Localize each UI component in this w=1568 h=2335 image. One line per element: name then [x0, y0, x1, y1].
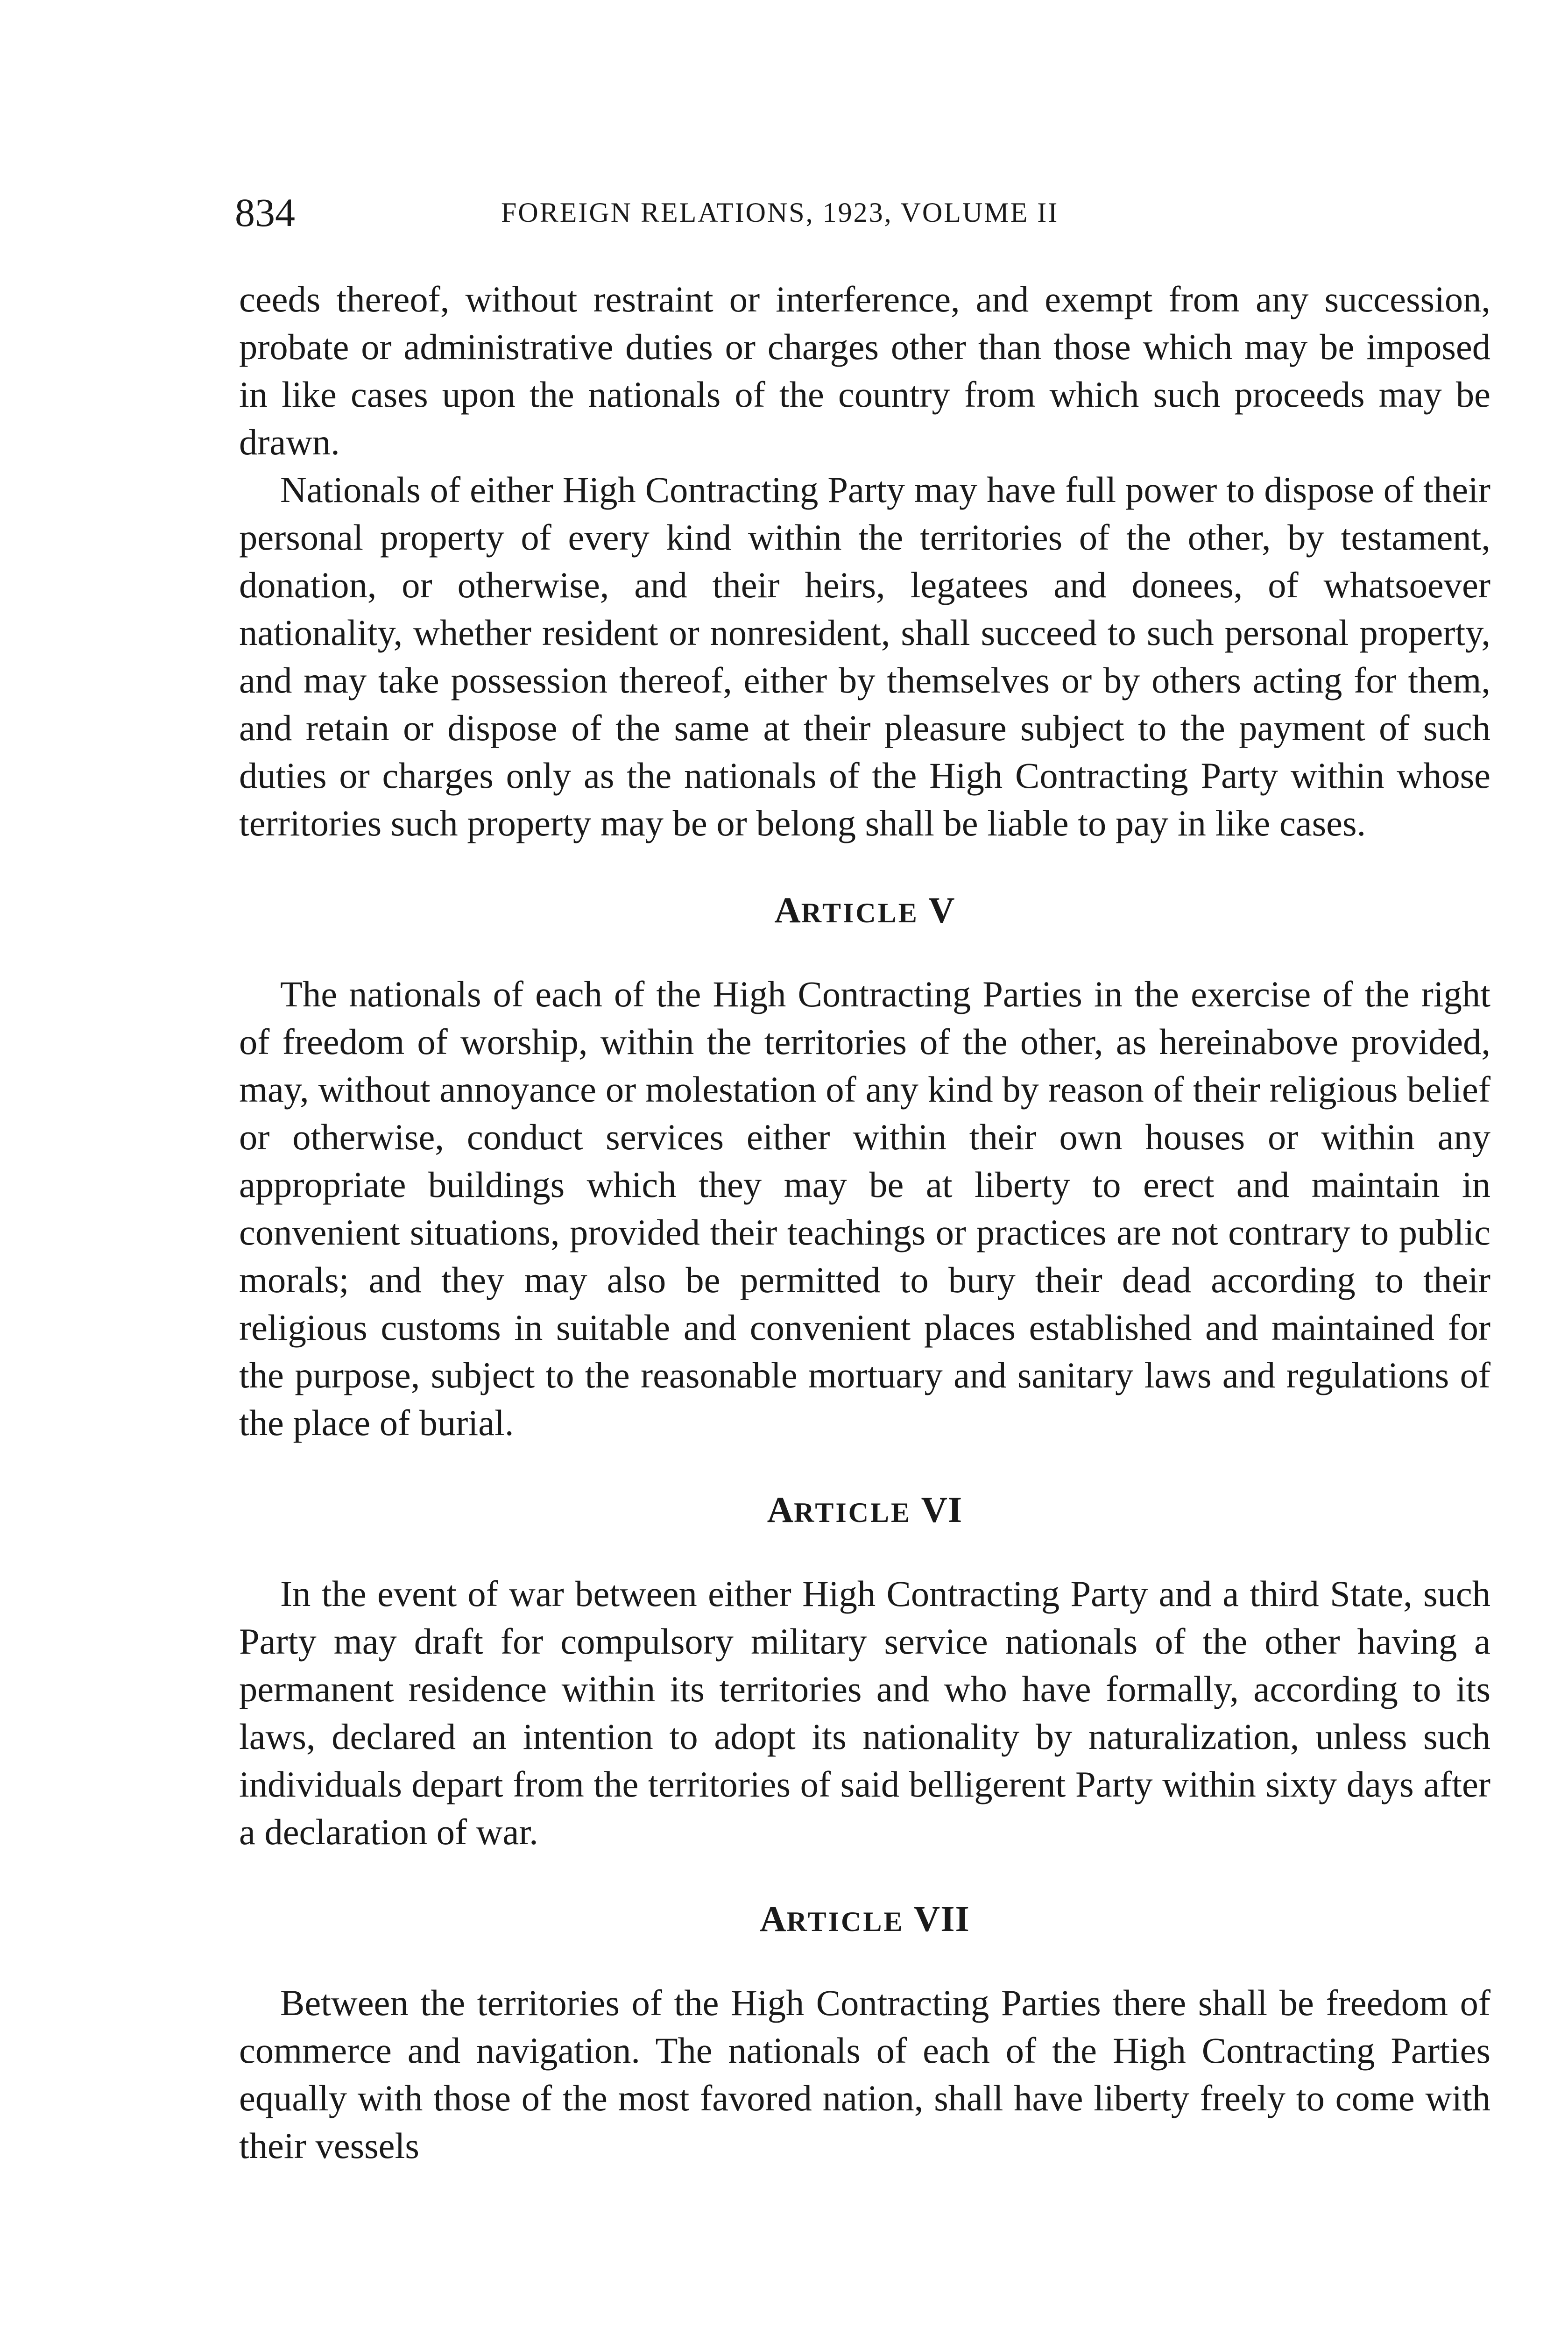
page-header	[235, 184, 1496, 241]
running-head: FOREIGN RELATIONS, 1923, VOLUME II	[501, 197, 1059, 228]
article-7-heading-word: RTICLE	[786, 1906, 904, 1937]
continuation-paragraph: ceeds thereof, without restraint or interference, and exempt from any succession, probate or administrative duties or charges other than those which may be imposed in like cases upon the nationals of the country from which such proceeds may be drawn.	[239, 279, 1490, 462]
article-6-text: In the event of war between either High Contracting Party and a third State, such Party may draft for compulsory military service nationals of the other having a permanent residence within its territories and who have formally, according to its laws, declared an intention to adopt its nationality by naturalization, unless such individuals depart from the territories of said belligerent Party within sixty days after a declaration of war.	[239, 1573, 1490, 1852]
article-7-heading	[239, 1856, 1490, 1979]
article-6-heading-initial: A	[767, 1489, 794, 1530]
article-5-heading-initial: A	[774, 890, 801, 930]
page-number: 834	[235, 190, 295, 235]
article-5-text: The nationals of each of the High Contracting Parties in the exercise of the right of freedom of worship, within the territories of the other, as hereinabove provided, may, without annoyance or molestation of any kind by reason of their religious belief or otherwise, conduct services either within their own houses or within any appropriate buildings which they may be at liberty to erect and maintain in convenient situations, provided their teachings or practices are not contrary to public morals; and they may also be permitted to bury their dead according to their religious customs in suitable and convenient places established and maintained for the purpose, subject to the reasonable mortuary and sanitary laws and regulations of the place of burial.	[239, 974, 1490, 1443]
article-5-heading-word: RTICLE	[801, 898, 919, 928]
article-7-heading-initial: A	[760, 1898, 787, 1939]
article-7-text: Between the territories of the High Contracting Parties there shall be freedom of commerce and navigation. The nationals of each of the High Contracting Parties equally with those of the most favored nation, shall have liberty freely to come with their vessels	[239, 1982, 1490, 2166]
article-6-heading	[239, 1447, 1490, 1570]
article-6-heading-word: RTICLE	[794, 1497, 912, 1528]
article-5-heading	[239, 847, 1490, 970]
article-6-numeral: VI	[921, 1489, 963, 1530]
personal-property-paragraph: Nationals of either High Contracting Party may have full power to dispose of their personal property of every kind within the territories of the other, by testament, donation, or otherwise, and their heirs, legatees and donees, of whatsoever nationality, whether resident or nonresident, shall succeed to such personal property, and may take possession thereof, either by themselves or by others acting for them, and retain or dispose of the same at their pleasure subject to the payment of such duties or charges only as the nationals of the High Contracting Party within whose territories such property may be or belong shall be liable to pay in like cases.	[239, 469, 1490, 843]
article-7-numeral: VII	[913, 1898, 970, 1939]
body-text	[239, 276, 1490, 2170]
article-5-numeral: V	[928, 890, 955, 930]
